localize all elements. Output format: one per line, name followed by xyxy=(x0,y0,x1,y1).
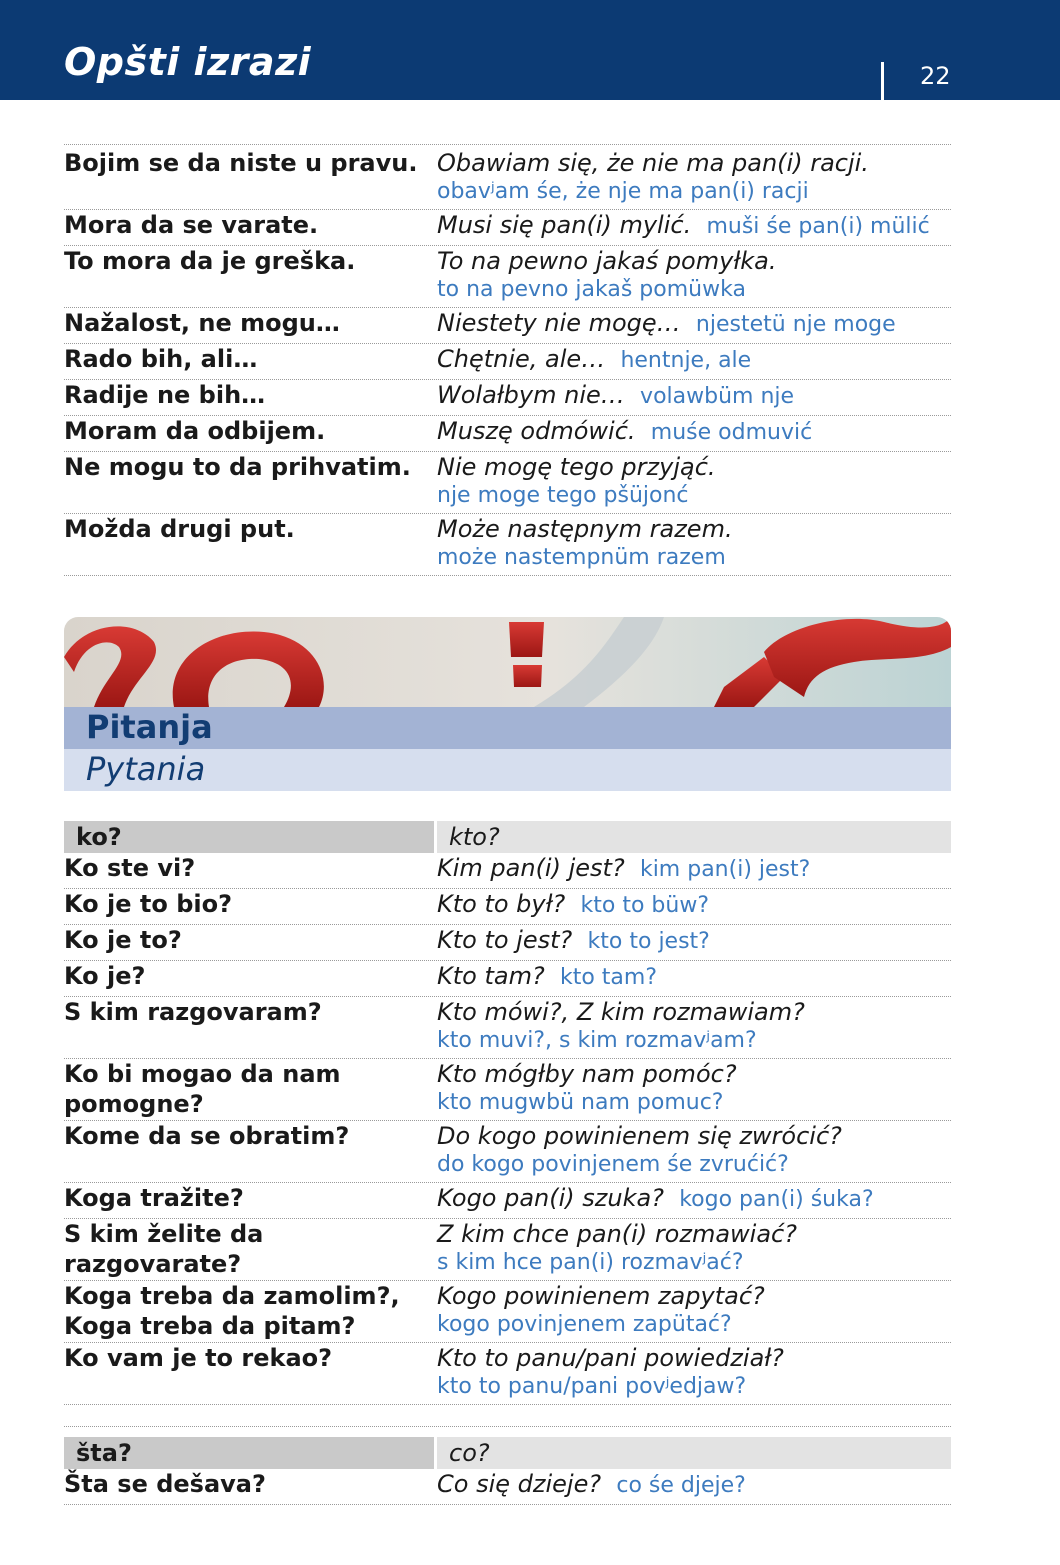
polish-translation xyxy=(437,997,951,1055)
pronunciation: kto to büw? xyxy=(580,893,709,918)
serbian-phrase: S kim želite da razgovarate? xyxy=(64,1220,264,1278)
polish-translation xyxy=(437,853,951,885)
pronunciation: muši śe pan(i) mülić xyxy=(706,214,930,239)
polish-phrase: Może następnym razem. xyxy=(437,515,733,543)
polish-translation xyxy=(437,308,951,340)
polish-phrase: Musi się pan(i) mylić. xyxy=(437,211,692,239)
pronunciation: volawbüm nje xyxy=(640,384,795,409)
phrase-row xyxy=(64,961,951,997)
phrase-row xyxy=(64,925,951,961)
phrase-row xyxy=(64,514,951,576)
pronunciation: to na pevno jakaš pomüwka xyxy=(437,277,746,302)
polish-translation xyxy=(437,452,951,510)
serbian-phrase: Ko bi mogao da nam pomogne? xyxy=(64,1060,341,1118)
polish-translation xyxy=(437,1469,951,1501)
phrase-row xyxy=(64,1121,951,1183)
serbian-phrase: Ko je? xyxy=(64,962,146,990)
polish-phrase: Do kogo powinienem się zwrócić? xyxy=(437,1122,842,1150)
question-marks-banner xyxy=(64,617,951,707)
phrase-row xyxy=(64,380,951,416)
pronunciation: co śe djeje? xyxy=(616,1473,746,1498)
polish-phrase: Kto to panu/pani powiedział? xyxy=(437,1344,784,1372)
phrase-row xyxy=(64,246,951,308)
phrase-row xyxy=(64,308,951,344)
polish-phrase: Muszę odmówić. xyxy=(437,417,636,445)
category-header-pl: kto? xyxy=(437,821,951,853)
polish-translation xyxy=(437,1281,951,1339)
serbian-phrase: Ne mogu to da prihvatim. xyxy=(64,453,411,481)
pronunciation: kim pan(i) jest? xyxy=(639,857,811,882)
polish-translation xyxy=(437,416,951,448)
section-subtitle: Pytania xyxy=(86,750,206,788)
category-header-pl: co? xyxy=(437,1437,951,1469)
phrase-row xyxy=(64,452,951,514)
polish-phrase: To na pewno jakaś pomyłka. xyxy=(437,247,777,275)
polish-translation xyxy=(437,1121,951,1179)
pronunciation: kto muvi?, s kim rozmavʲam? xyxy=(437,1028,757,1053)
pronunciation: nje moge tego pšüjonć xyxy=(437,483,689,508)
polish-translation xyxy=(437,1343,951,1401)
phrase-row xyxy=(64,1059,951,1121)
pronunciation: do kogo povinjenem śe zvrućić? xyxy=(437,1152,789,1177)
polish-phrase: Nie mogę tego przyjąć. xyxy=(437,453,716,481)
polish-translation xyxy=(437,380,951,412)
polish-phrase: Co się dzieje? xyxy=(437,1470,602,1498)
polish-phrase: Kim pan(i) jest? xyxy=(437,854,625,882)
phrase-row xyxy=(64,889,951,925)
polish-phrase: Kto tam? xyxy=(437,962,545,990)
phrase-row xyxy=(64,416,951,452)
pronunciation: kogo pan(i) śuka? xyxy=(679,1187,874,1212)
phrase-row xyxy=(64,997,951,1059)
pronunciation: kto tam? xyxy=(559,965,658,990)
serbian-phrase: Možda drugi put. xyxy=(64,515,295,543)
polish-translation xyxy=(437,1059,951,1117)
chapter-title: Opšti izrazi xyxy=(64,40,312,84)
phrase-row xyxy=(64,1281,951,1343)
phrase-row xyxy=(64,853,951,889)
polish-phrase: Niestety nie mogę… xyxy=(437,309,681,337)
serbian-phrase: Kome da se obratim? xyxy=(64,1122,350,1150)
category-header-what xyxy=(64,1437,951,1469)
pronunciation: muśe odmuvić xyxy=(650,420,813,445)
pronunciation: kogo povinjenem zapütać? xyxy=(437,1312,732,1337)
phrase-row xyxy=(64,1183,951,1219)
polish-phrase: Obawiam się, że nie ma pan(i) racji. xyxy=(437,149,869,177)
question-marks-image xyxy=(64,617,951,707)
polish-phrase: Kogo powinienem zapytać? xyxy=(437,1282,765,1310)
polish-phrase: Kto mógłby nam pomóc? xyxy=(437,1060,737,1088)
pronunciation: kto to panu/pani povʲedjaw? xyxy=(437,1374,747,1399)
polish-translation xyxy=(437,961,951,993)
polish-phrase: Chętnie, ale… xyxy=(437,345,606,373)
serbian-phrase: Koga treba da zamolim?, Koga treba da pitam? xyxy=(64,1282,400,1340)
section-title: Pitanja xyxy=(86,708,213,746)
category-header-sr: šta? xyxy=(64,1437,434,1469)
polish-translation xyxy=(437,889,951,921)
polish-translation xyxy=(437,514,951,572)
serbian-phrase: Šta se dešava? xyxy=(64,1470,266,1498)
category-header-sr: ko? xyxy=(64,821,434,853)
serbian-phrase: Moram da odbijem. xyxy=(64,417,326,445)
serbian-phrase: Mora da se varate. xyxy=(64,211,319,239)
polish-phrase: Wolałbym nie… xyxy=(437,381,625,409)
pronunciation: njestetü nje moge xyxy=(695,312,896,337)
pronunciation: kto to jest? xyxy=(587,929,710,954)
serbian-phrase: Ko vam je to rekao? xyxy=(64,1344,333,1372)
serbian-phrase: Nažalost, ne mogu… xyxy=(64,309,340,337)
row-spacer xyxy=(64,1405,951,1427)
header-divider xyxy=(881,62,884,100)
polish-phrase: Kogo pan(i) szuka? xyxy=(437,1184,664,1212)
page-number: 22 xyxy=(920,62,951,90)
polish-phrase: Z kim chce pan(i) rozmawiać? xyxy=(437,1220,797,1248)
serbian-phrase: Radije ne bih… xyxy=(64,381,266,409)
pronunciation: hentnje, ale xyxy=(620,348,752,373)
polish-translation xyxy=(437,925,951,957)
pronunciation: kto mugwbü nam pomuc? xyxy=(437,1090,724,1115)
section-title-bar xyxy=(64,707,951,749)
polish-phrase: Kto to jest? xyxy=(437,926,573,954)
serbian-phrase: Bojim se da niste u pravu. xyxy=(64,149,418,177)
phrase-row xyxy=(64,1343,951,1405)
phrase-row xyxy=(64,344,951,380)
phrase-row xyxy=(64,210,951,246)
phrase-row xyxy=(64,144,951,210)
serbian-phrase: Koga tražite? xyxy=(64,1184,244,1212)
polish-translation xyxy=(437,344,951,376)
polish-translation xyxy=(437,246,951,304)
section-subtitle-bar xyxy=(64,749,951,791)
serbian-phrase: Ko je to bio? xyxy=(64,890,233,918)
polish-phrase: Kto to był? xyxy=(437,890,566,918)
polish-translation xyxy=(437,148,951,206)
phrase-table-who xyxy=(64,821,951,1427)
phrase-row xyxy=(64,1219,951,1281)
polish-translation xyxy=(437,210,951,242)
page-header xyxy=(0,0,1060,100)
pronunciation: obavʲam śe, że nje ma pan(i) racji xyxy=(437,179,809,204)
polish-translation xyxy=(437,1183,951,1215)
phrase-table-what xyxy=(64,1437,951,1505)
polish-translation xyxy=(437,1219,951,1277)
phrase-table-refusals xyxy=(64,144,951,576)
serbian-phrase: To mora da je greška. xyxy=(64,247,356,275)
serbian-phrase: Rado bih, ali… xyxy=(64,345,258,373)
pronunciation: może nastempnüm razem xyxy=(437,545,726,570)
category-header-who xyxy=(64,821,951,853)
phrase-row xyxy=(64,1469,951,1505)
pronunciation: s kim hce pan(i) rozmavʲać? xyxy=(437,1250,744,1275)
serbian-phrase: S kim razgovaram? xyxy=(64,998,322,1026)
serbian-phrase: Ko je to? xyxy=(64,926,182,954)
polish-phrase: Kto mówi?, Z kim rozmawiam? xyxy=(437,998,805,1026)
serbian-phrase: Ko ste vi? xyxy=(64,854,196,882)
